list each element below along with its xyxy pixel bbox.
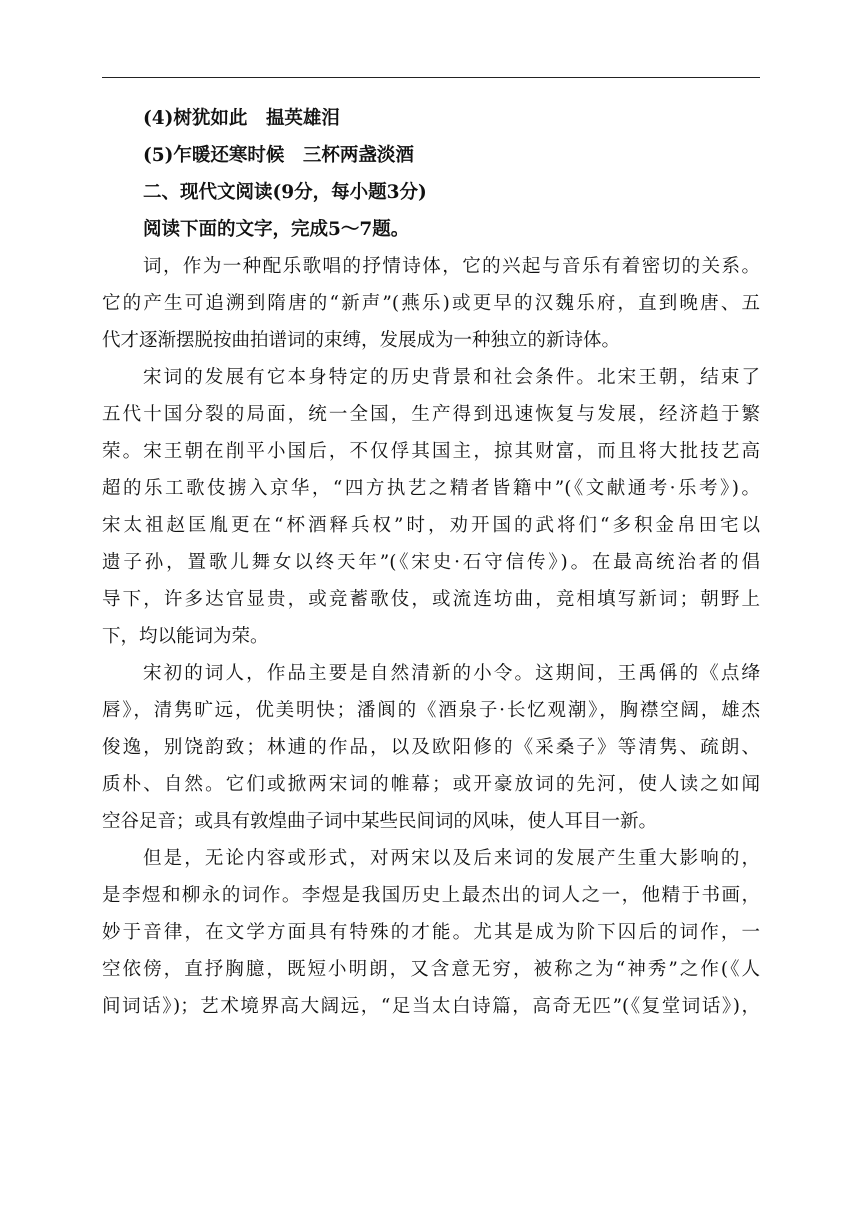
paragraph-line: 妙于音律，在文学方面具有特殊的才能。尤其是成为阶下囚后的词作，一 bbox=[102, 922, 760, 943]
paragraph-line: 下，均以能词为荣。 bbox=[102, 626, 269, 647]
section-instruction: 阅读下面的文字，完成5～7题。 bbox=[143, 219, 410, 240]
paragraph-line: 空谷足音；或具有敦煌曲子词中某些民间词的风味，使人耳目一新。 bbox=[102, 811, 658, 832]
answer-item-4: (4)树犹如此 揾英雄泪 bbox=[143, 108, 340, 129]
paragraph-2 bbox=[102, 359, 760, 655]
paragraph-line: 导下，许多达官显贵，或竞蓄歌伎，或流连坊曲，竞相填写新词；朝野上 bbox=[102, 589, 760, 610]
paragraph-line: 质朴、自然。它们或掀两宋词的帷幕；或开豪放词的先河，使人读之如闻 bbox=[102, 774, 760, 795]
paragraph-line: 代才逐渐摆脱按曲拍谱词的束缚，发展成为一种独立的新诗体。 bbox=[102, 330, 621, 351]
header-rule bbox=[102, 77, 760, 78]
paragraph-line: 宋初的词人，作品主要是自然清新的小令。这期间，王禹偁的《点绛 bbox=[143, 663, 760, 684]
paragraph-line: 俊逸，别饶韵致；林逋的作品，以及欧阳修的《采桑子》等清隽、疏朗、 bbox=[102, 737, 760, 758]
paragraph-line: 唇》，清隽旷远，优美明快；潘阆的《酒泉子·长忆观潮》，胸襟空阔，雄杰 bbox=[102, 700, 760, 721]
paragraph-line: 它的产生可追溯到隋唐的“新声”(燕乐)或更早的汉魏乐府，直到晚唐、五 bbox=[102, 293, 760, 314]
paragraph-line: 遗子孙，置歌儿舞女以终天年”(《宋史·石守信传》)。在最高统治者的倡 bbox=[102, 552, 760, 573]
paragraph-line: 间词话》)；艺术境界高大阔远，“足当太白诗篇，高奇无匹”(《复堂词话》)， bbox=[102, 996, 760, 1017]
paragraph-line: 空依傍，直抒胸臆，既短小明朗，又含意无穷，被称之为“神秀”之作(《人 bbox=[102, 959, 760, 980]
paragraph-line: 是李煜和柳永的词作。李煜是我国历史上最杰出的词人之一，他精于书画， bbox=[102, 885, 760, 906]
paragraph-line: 五代十国分裂的局面，统一全国，生产得到迅速恢复与发展，经济趋于繁 bbox=[102, 404, 760, 425]
paragraph-line: 宋太祖赵匡胤更在“杯酒释兵权”时，劝开国的武将们“多积金帛田宅以 bbox=[102, 515, 760, 536]
section-heading: 二、现代文阅读(9分，每小题3分) bbox=[143, 182, 427, 203]
paragraph-line: 荣。宋王朝在削平小国后，不仅俘其国主，掠其财富，而且将大批技艺高 bbox=[102, 441, 760, 462]
paragraph-3 bbox=[102, 655, 760, 840]
paragraph-4 bbox=[102, 840, 760, 1025]
answer-item-5: (5)乍暖还寒时候 三杯两盏淡酒 bbox=[143, 145, 414, 166]
paragraph-line: 超的乐工歌伎掳入京华，“四方执艺之精者皆籍中”(《文献通考·乐考》)。 bbox=[102, 478, 760, 499]
document-body bbox=[102, 100, 760, 1025]
paragraph-line: 但是，无论内容或形式，对两宋以及后来词的发展产生重大影响的， bbox=[143, 848, 760, 869]
paragraph-1 bbox=[102, 248, 760, 359]
paragraph-line: 词，作为一种配乐歌唱的抒情诗体，它的兴起与音乐有着密切的关系。 bbox=[143, 256, 760, 277]
paragraph-line: 宋词的发展有它本身特定的历史背景和社会条件。北宋王朝，结束了 bbox=[143, 367, 760, 388]
